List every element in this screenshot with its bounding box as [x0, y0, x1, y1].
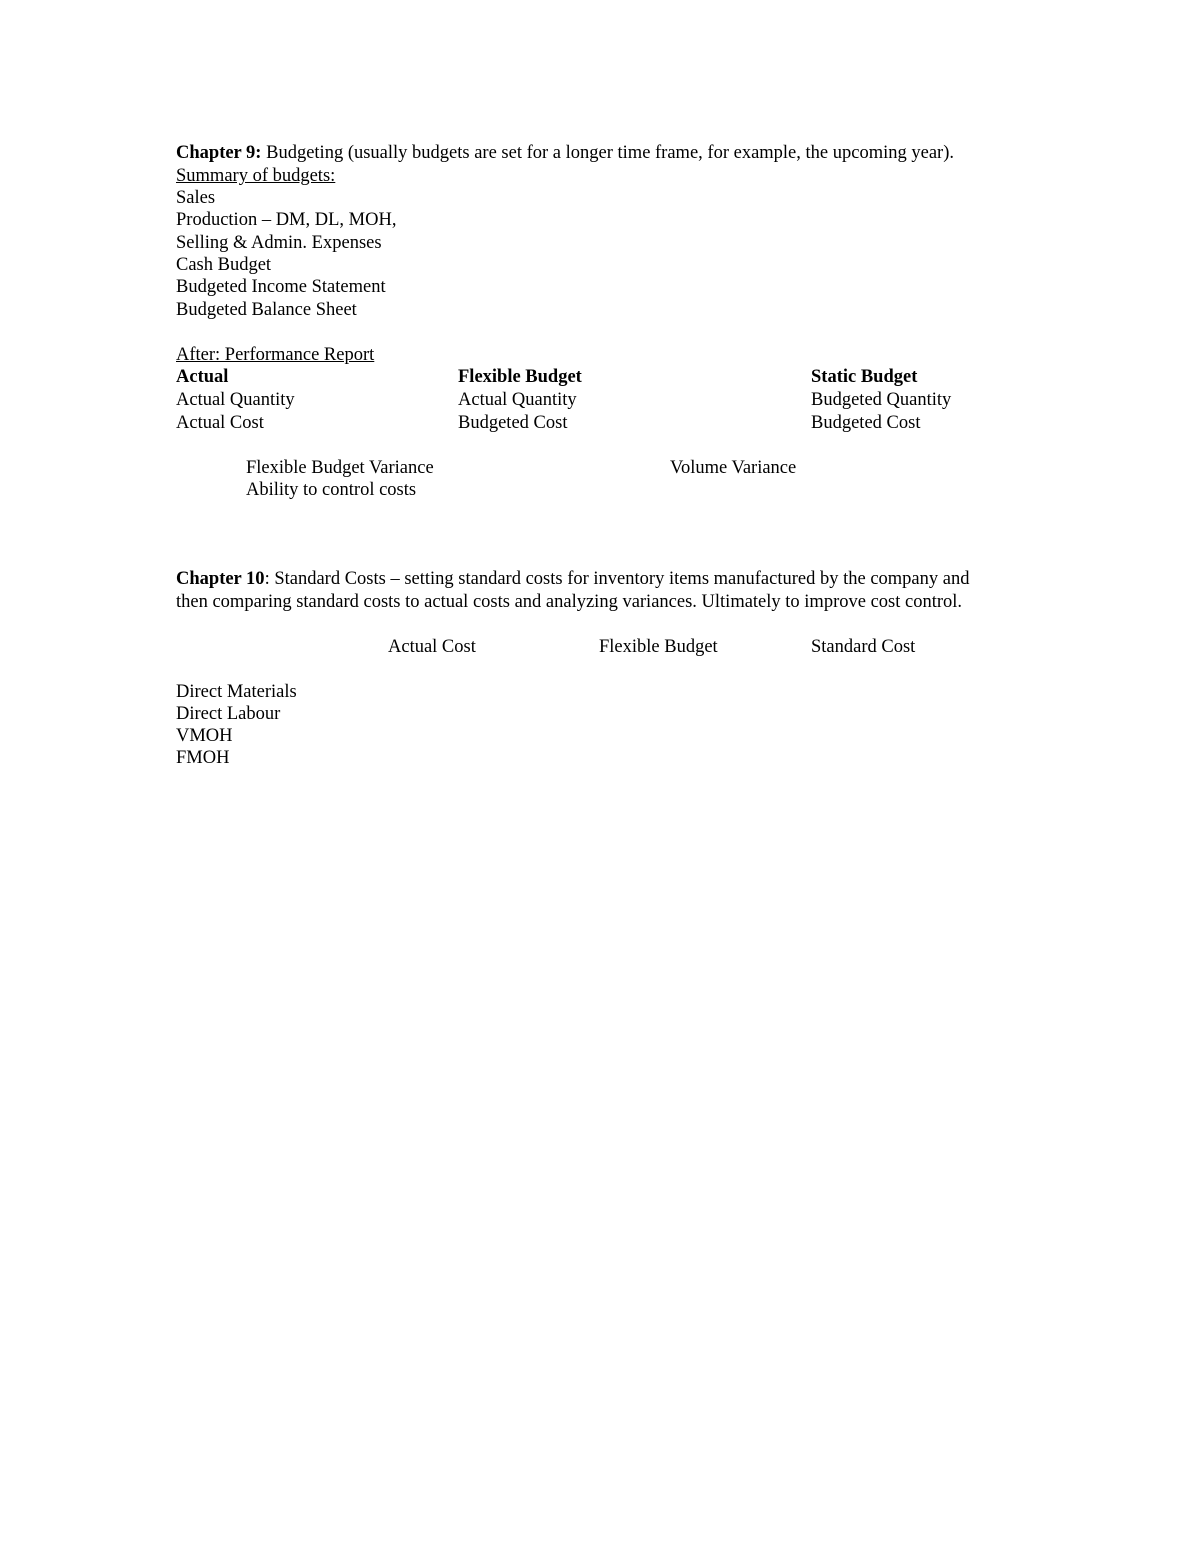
- budget-item-income-statement: Budgeted Income Statement: [176, 277, 386, 297]
- row-fmoh: FMOH: [176, 748, 230, 768]
- flexible-budget-variance: Flexible Budget Variance: [246, 458, 434, 478]
- column-standard-cost: Standard Cost: [811, 637, 916, 657]
- column-actual-cost: Actual Cost: [388, 637, 476, 657]
- row-direct-materials: Direct Materials: [176, 682, 297, 702]
- performance-report-title: After: Performance Report: [176, 345, 375, 365]
- actual-cost: Actual Cost: [176, 413, 264, 433]
- budget-item-sales: Sales: [176, 188, 216, 208]
- actual-quantity: Actual Quantity: [176, 390, 295, 410]
- flexible-quantity: Actual Quantity: [458, 390, 577, 410]
- chapter9-heading-text: Budgeting (usually budgets are set for a longer time frame, for example, the upcoming year).: [261, 143, 954, 163]
- column-heading-flexible-budget: Flexible Budget: [458, 367, 582, 387]
- chapter10-heading-text: : Standard Costs – setting standard costs for inventory items manufactured by the company and: [264, 569, 970, 589]
- chapter10-heading: [176, 568, 969, 590]
- flexible-variance-note: Ability to control costs: [246, 480, 417, 500]
- budget-item-production: Production – DM, DL, MOH,: [176, 210, 397, 230]
- row-direct-labour: Direct Labour: [176, 704, 281, 724]
- column-flexible-budget: Flexible Budget: [599, 637, 718, 657]
- row-vmoh: VMOH: [176, 726, 233, 746]
- chapter9-heading: [176, 142, 954, 164]
- static-cost: Budgeted Cost: [811, 413, 921, 433]
- chapter10-heading-continued: then comparing standard costs to actual costs and analyzing variances. Ultimately to improve cost control.: [176, 592, 963, 612]
- column-heading-static-budget: Static Budget: [811, 367, 918, 387]
- chapter10-heading-label: Chapter 10: [176, 569, 265, 589]
- budget-item-selling-admin: Selling & Admin. Expenses: [176, 233, 382, 253]
- chapter9-heading-label: Chapter 9:: [176, 143, 262, 163]
- budget-item-cash: Cash Budget: [176, 255, 272, 275]
- budget-item-balance-sheet: Budgeted Balance Sheet: [176, 300, 357, 320]
- static-quantity: Budgeted Quantity: [811, 390, 952, 410]
- volume-variance: Volume Variance: [670, 458, 797, 478]
- flexible-cost: Budgeted Cost: [458, 413, 568, 433]
- summary-title: Summary of budgets:: [176, 166, 336, 186]
- column-heading-actual: Actual: [176, 367, 229, 387]
